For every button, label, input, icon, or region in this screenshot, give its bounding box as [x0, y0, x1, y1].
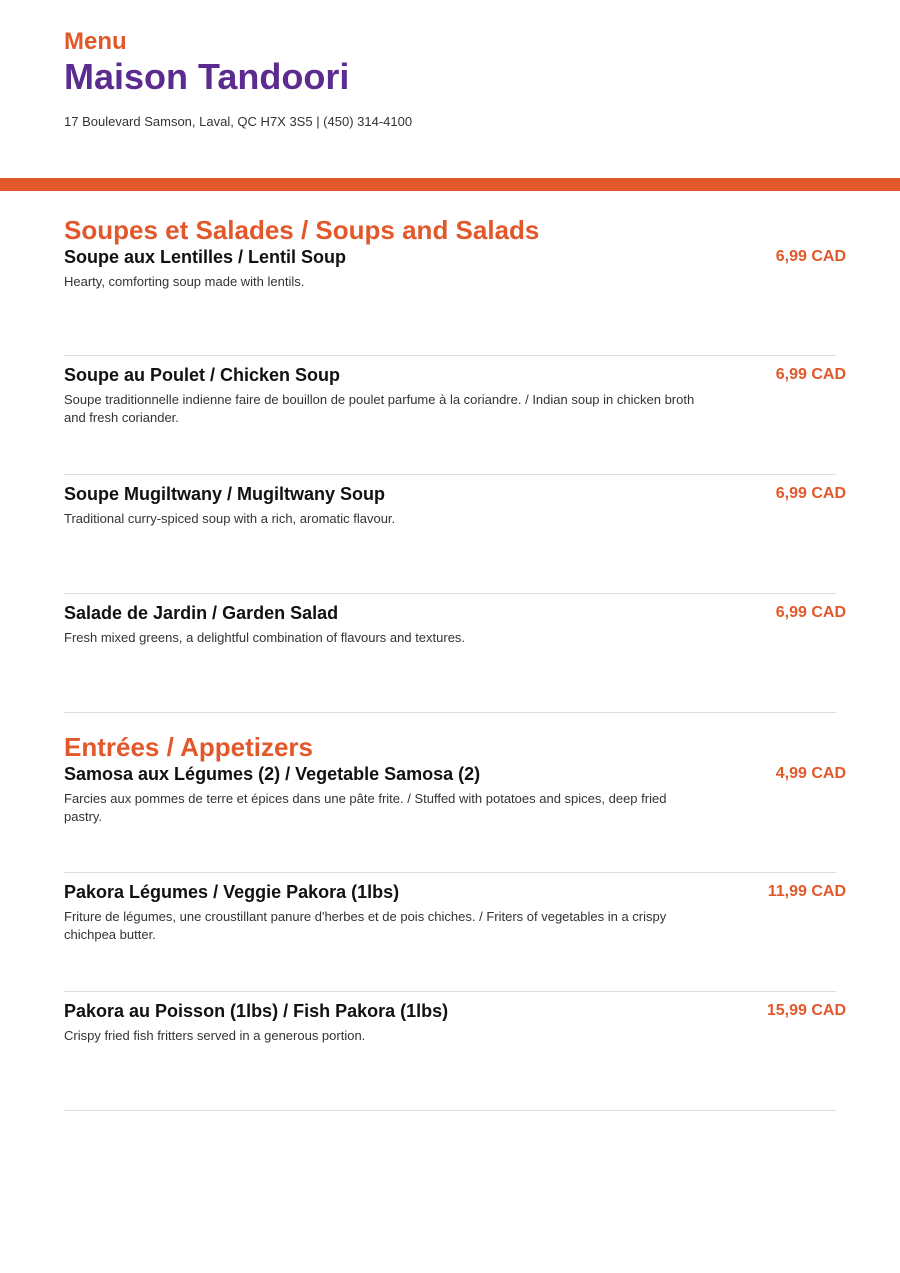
header-divider-band: [0, 178, 900, 191]
item-name: Salade de Jardin / Garden Salad: [64, 603, 339, 623]
item-name: Pakora au Poisson (1lbs) / Fish Pakora (1lbs): [64, 1001, 449, 1021]
menu-item: [64, 763, 846, 873]
item-description: Soupe traditionnelle indienne faire de bouillon de poulet parfume à la coriandre. / Indian soup in chicken broth and fresh coriander.: [64, 392, 695, 425]
restaurant-name: Maison Tandoori: [64, 56, 350, 97]
menu-label: Menu: [64, 28, 127, 55]
menu-body: [64, 214, 846, 1111]
item-name: Samosa aux Légumes (2) / Vegetable Samosa (2): [64, 764, 481, 784]
section-title: Entrées / Appetizers: [64, 732, 314, 762]
menu-section-appetizers: [64, 731, 846, 1111]
item-price: 6,99 CAD: [775, 248, 846, 265]
item-name: Soupe au Poulet / Chicken Soup: [64, 365, 341, 385]
menu-item: [64, 246, 846, 356]
menu-item: [64, 475, 846, 594]
item-name: Pakora Légumes / Veggie Pakora (1lbs): [64, 882, 400, 902]
item-name: Soupe Mugiltwany / Mugiltwany Soup: [64, 484, 385, 504]
item-description: Hearty, comforting soup made with lentils.: [64, 274, 305, 289]
menu-item: [64, 992, 846, 1111]
address-line: 17 Boulevard Samson, Laval, QC H7X 3S5 | (450) 314-4100: [64, 114, 413, 129]
section-gap: [64, 713, 836, 731]
item-description: Friture de légumes, une croustillant panure d'herbes et de pois chiches. / Friters of vegetables in a crispy chichpea butter.: [64, 909, 667, 942]
menu-item: [64, 594, 846, 713]
item-price: 6,99 CAD: [775, 485, 846, 502]
item-price: 6,99 CAD: [775, 366, 846, 383]
item-description: Farcies aux pommes de terre et épices dans une pâte frite. / Stuffed with potatoes and spices, deep fried pastry.: [64, 791, 667, 824]
menu-section-soups-salads: [64, 214, 846, 713]
item-name: Soupe aux Lentilles / Lentil Soup: [64, 247, 347, 267]
section-title: Soupes et Salades / Soups and Salads: [64, 215, 540, 245]
menu-header: [64, 28, 844, 130]
item-description: Crispy fried fish fritters served in a generous portion.: [64, 1028, 366, 1043]
menu-item: [64, 356, 846, 475]
item-description: Fresh mixed greens, a delightful combination of flavours and textures.: [64, 630, 466, 645]
item-price: 4,99 CAD: [775, 765, 846, 782]
item-price: 6,99 CAD: [775, 604, 846, 621]
item-price: 15,99 CAD: [766, 1002, 846, 1019]
menu-item: [64, 873, 846, 992]
item-price: 11,99 CAD: [767, 883, 846, 900]
item-description: Traditional curry-spiced soup with a rich, aromatic flavour.: [64, 511, 396, 526]
